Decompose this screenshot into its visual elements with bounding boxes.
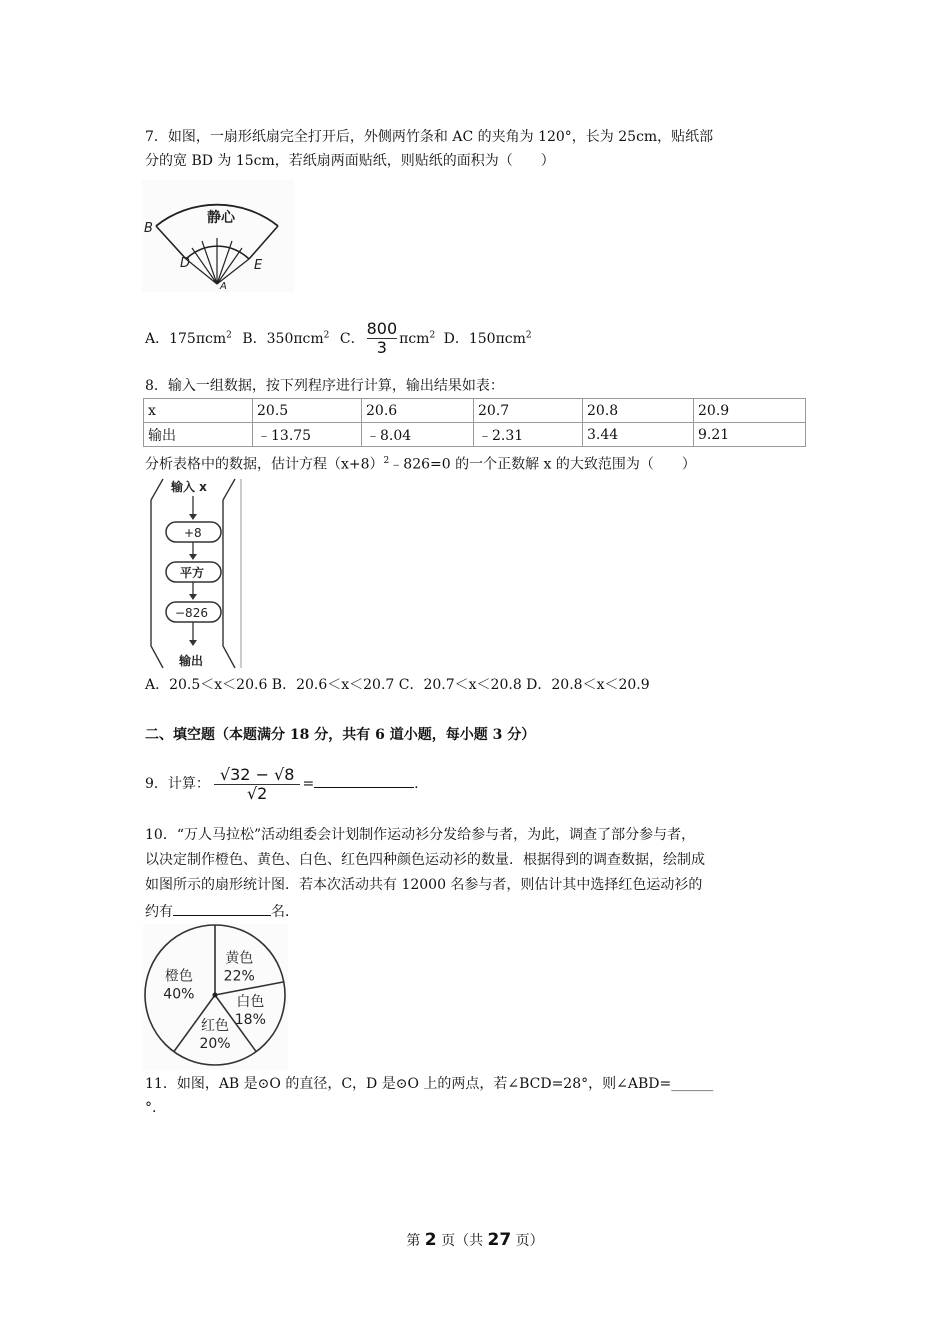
pie-slice-label: 黄色 — [225, 950, 254, 967]
flow-output-label: 输出 — [179, 654, 204, 668]
flow-input-label: 输入 x — [171, 480, 207, 494]
table-cell: 20.5 — [253, 399, 362, 423]
table-row — [144, 423, 806, 447]
q8-intro: 8．输入一组数据，按下列程序进行计算，输出结果如表： — [145, 378, 504, 394]
flow-step-square-label: 平方 — [180, 566, 205, 580]
pie-slice-value: 20% — [199, 1036, 231, 1052]
page-total: 27 — [487, 1230, 512, 1250]
pie-slice-value: 40% — [163, 986, 195, 1003]
folding-fan-figure — [142, 180, 294, 292]
table-row — [144, 399, 806, 423]
q7-option-c: C． $\frac{800}{3}$ πcm$^2$ — [339, 319, 436, 358]
q7-options — [145, 315, 532, 359]
table-cell: 输出 — [144, 423, 253, 447]
q7-text-line2: 分的宽 BD 为 15cm，若纸扇两面贴纸，则贴纸的面积为（ ） — [145, 153, 555, 169]
fan-point-e-label: E — [254, 258, 263, 273]
q8-options: A．20.5＜x＜20.6 B．20.6＜x＜20.7 C．20.7＜x＜20.8 D．20.8＜x＜20.9 — [145, 677, 650, 693]
q8-question: 分析表格中的数据，估计方程$(x+8)^2﹣826=0$ 的一个正数解 x 的大致范围为（ ） — [145, 456, 696, 473]
table-cell: 20.6 — [362, 399, 474, 423]
table-cell: ﹣2.31 — [474, 423, 583, 447]
q9-fraction: $\frac{√32 - √8}{√2}$ — [214, 766, 301, 803]
q10-text-line3: 如图所示的扇形统计图．若本次活动共有 12000 名参与者，则估计其中选择红色运动衫的 — [145, 877, 703, 893]
table-cell: ﹣8.04 — [362, 423, 474, 447]
fan-point-a-label: A — [220, 281, 227, 292]
table-cell: ﹣13.75 — [253, 423, 362, 447]
q10-text-line1: 10．“万人马拉松”活动组委会计划制作运动衫分发给参与者，为此，调查了部分参与者， — [145, 827, 696, 843]
q10-text-line2: 以决定制作橙色、黄色、白色、红色四种颜色运动衫的数量．根据得到的调查数据，绘制成 — [145, 852, 705, 868]
q10-answer-blank — [173, 900, 271, 916]
flow-step-subtract-label: −826 — [175, 606, 208, 620]
table-cell: 20.9 — [694, 399, 806, 423]
table-cell: 3.44 — [583, 423, 694, 447]
flow-step-add-label: +8 — [184, 526, 202, 540]
page-footer: 第 2 页（共 27 页） — [406, 1230, 544, 1250]
program-flowchart — [143, 476, 243, 671]
fan-point-d-label: D — [180, 256, 191, 271]
pie-chart — [143, 924, 288, 1070]
pie-slice-value: 22% — [223, 968, 255, 985]
q7-text-line1: 7．如图，一扇形纸扇完全打开后，外侧两竹条和 AC 的夹角为 120°，长为 25cm，贴纸部 — [145, 129, 714, 145]
table-cell: 9.21 — [694, 423, 806, 447]
q7-option-b: B．350πcm$^2$ — [242, 330, 330, 347]
q10-text-line4: 约有 名． — [145, 900, 299, 922]
pie-slice-value: 18% — [234, 1011, 266, 1028]
q9-expression: 9．计算： $\frac{√32 - √8}{√2}$ = . — [145, 764, 419, 803]
table-cell: 20.8 — [583, 399, 694, 423]
fan-point-b-label: B — [144, 221, 153, 236]
fan-title-label: 静心 — [207, 210, 235, 226]
q11-text-line1: 11．如图，AB 是⊙O 的直径，C，D 是⊙O 上的两点，若∠BCD=28°，则∠ABD=______ — [145, 1076, 714, 1092]
pie-slice-label: 橙色 — [164, 968, 193, 985]
table-cell: x — [144, 399, 253, 423]
q9-answer-blank — [314, 772, 414, 788]
section-2-heading: 二、填空题（本题满分 18 分，共有 6 道小题，每小题 3 分） — [145, 727, 536, 743]
q7-option-a: A．175πcm$^2$ — [145, 330, 232, 347]
pie-slice-label: 白色 — [236, 993, 265, 1010]
page-number: 2 — [424, 1230, 437, 1250]
pie-slice-label: 红色 — [201, 1018, 229, 1034]
q8-data-table — [143, 398, 806, 447]
q7-option-d: D．150πcm$^2$ — [443, 330, 532, 347]
table-cell: 20.7 — [474, 399, 583, 423]
q11-text-line2: °. — [145, 1100, 157, 1116]
